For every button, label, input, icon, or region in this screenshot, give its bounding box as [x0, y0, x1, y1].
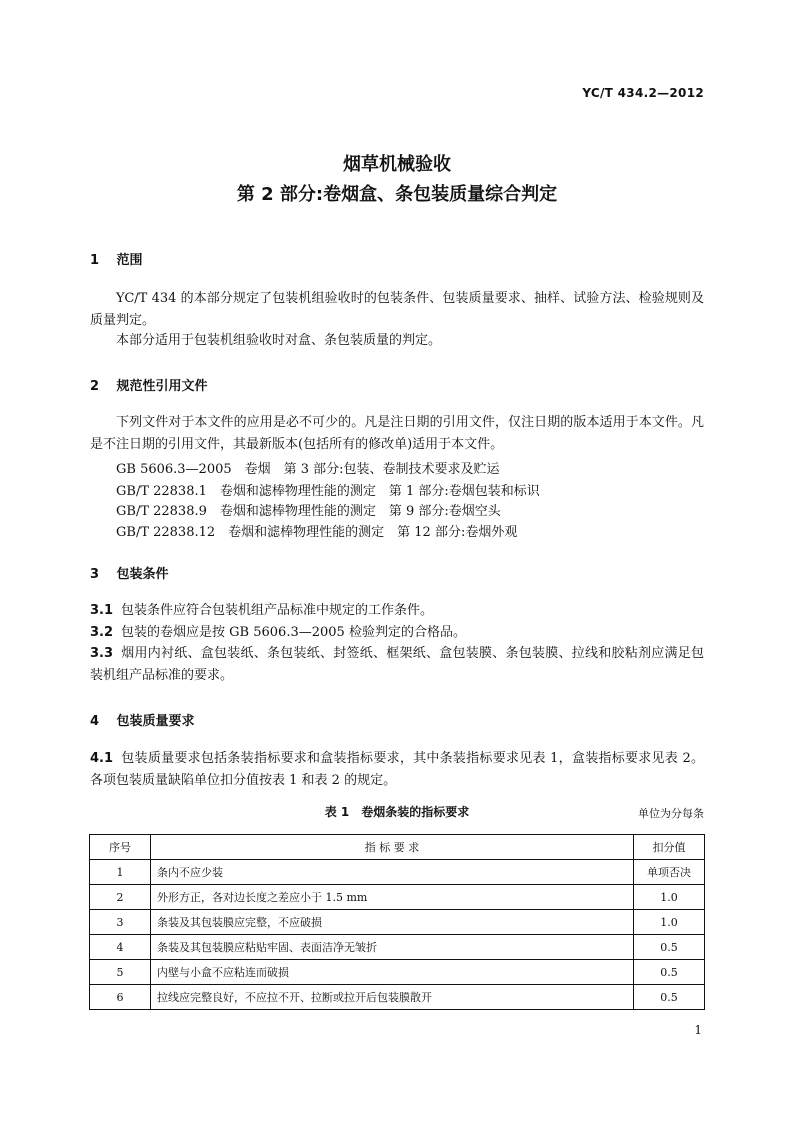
section-title: 范围: [116, 253, 143, 268]
section-heading-3: [90, 563, 169, 582]
clause-3-2: [90, 622, 704, 644]
cell-deduction: 1.0: [634, 910, 705, 935]
cell-deduction: 单项否决: [634, 860, 705, 885]
section-heading-1: [90, 249, 143, 268]
paragraph: 本部分适用于包装机组验收时对盒、条包装质量的判定。: [116, 333, 442, 348]
cell-deduction: 1.0: [634, 885, 705, 910]
clause-text: 包装条件应符合包装机组产品标准中规定的工作条件。: [121, 603, 434, 618]
clause-4-1: [90, 748, 704, 792]
column-header-requirement: 指 标 要 求: [151, 835, 634, 860]
cell-deduction: 0.5: [634, 985, 705, 1010]
cell-deduction: 0.5: [634, 960, 705, 985]
table-unit: 单位为分每条: [638, 807, 704, 820]
table-header-row: [90, 835, 705, 860]
clause-number: 3.3: [90, 646, 114, 661]
section-number: 2: [90, 379, 100, 394]
cell-index: 3: [90, 910, 151, 935]
clause-number: 4.1: [90, 751, 114, 766]
reference-item: GB/T 22838.12 卷烟和滤棒物理性能的测定 第 12 部分:卷烟外观: [116, 525, 518, 540]
reference-item: GB 5606.3—2005 卷烟 第 3 部分:包装、卷制技术要求及贮运: [116, 462, 500, 477]
cell-requirement: 拉线应完整良好，不应拉不开、拉断或拉开后包装膜散开: [151, 985, 634, 1010]
table-row: [90, 860, 705, 885]
clause-3-3: [90, 643, 704, 687]
clause-text: 包装质量要求包括条装指标要求和盒装指标要求，其中条装指标要求见表 1，盒装指标要求见表 2。各项包装质量缺陷单位扣分值按表 1 和表 2 的规定。: [90, 751, 704, 788]
requirements-table: [89, 834, 705, 1010]
page-number: 1: [694, 1023, 702, 1037]
section-title: 规范性引用文件: [116, 379, 208, 394]
section-number: 4: [90, 714, 100, 729]
clause-3-1: [90, 600, 704, 622]
section-number: 3: [90, 567, 100, 582]
document-subtitle: 第 2 部分:卷烟盒、条包装质量综合判定: [236, 184, 558, 205]
cell-requirement: 内壁与小盒不应粘连而破损: [151, 960, 634, 985]
section-title: 包装质量要求: [116, 714, 195, 729]
clause-number: 3.1: [90, 603, 114, 618]
clause-number: 3.2: [90, 625, 114, 640]
column-header-index: 序号: [90, 835, 151, 860]
clause-text: 包装的卷烟应是按 GB 5606.3—2005 检验判定的合格品。: [121, 625, 466, 640]
reference-item: GB/T 22838.9 卷烟和滤棒物理性能的测定 第 9 部分:卷烟空头: [116, 504, 501, 519]
cell-index: 2: [90, 885, 151, 910]
cell-requirement: 条装及其包装膜应粘贴牢固、表面洁净无皱折: [151, 935, 634, 960]
paragraph: 下列文件对于本文件的应用是必不可少的。凡是注日期的引用文件，仅注日期的版本适用于本文件。凡是不注日期的引用文件，其最新版本(包括所有的修改单)适用于本文件。: [90, 415, 704, 452]
cell-index: 1: [90, 860, 151, 885]
document-title: 烟草机械验收: [343, 154, 451, 175]
section-number: 1: [90, 253, 100, 268]
section-heading-2: [90, 375, 208, 394]
section-heading-4: [90, 710, 195, 729]
cell-index: 5: [90, 960, 151, 985]
cell-requirement: 条装及其包装膜应完整，不应破损: [151, 910, 634, 935]
section-title: 包装条件: [116, 567, 169, 582]
cell-deduction: 0.5: [634, 935, 705, 960]
cell-requirement: 条内不应少装: [151, 860, 634, 885]
cell-index: 6: [90, 985, 151, 1010]
table-row: [90, 960, 705, 985]
paragraph: YC/T 434 的本部分规定了包装机组验收时的包装条件、包装质量要求、抽样、试验方法、检验规则及质量判定。: [90, 291, 704, 328]
standard-code: YC/T 434.2—2012: [582, 86, 704, 100]
table-row: [90, 985, 705, 1010]
table-row: [90, 935, 705, 960]
table-row: [90, 910, 705, 935]
cell-index: 4: [90, 935, 151, 960]
table-row: [90, 885, 705, 910]
cell-requirement: 外形方正，各对边长度之差应小于 1.5 mm: [151, 885, 634, 910]
clause-text: 烟用内衬纸、盒包装纸、条包装纸、封签纸、框架纸、盒包装膜、条包装膜、拉线和胶粘剂应满足包装机组产品标准的要求。: [90, 646, 704, 683]
reference-item: GB/T 22838.1 卷烟和滤棒物理性能的测定 第 1 部分:卷烟包装和标识: [116, 484, 540, 499]
column-header-deduction: 扣分值: [634, 835, 705, 860]
table-caption: 表 1 卷烟条装的指标要求: [324, 805, 470, 819]
